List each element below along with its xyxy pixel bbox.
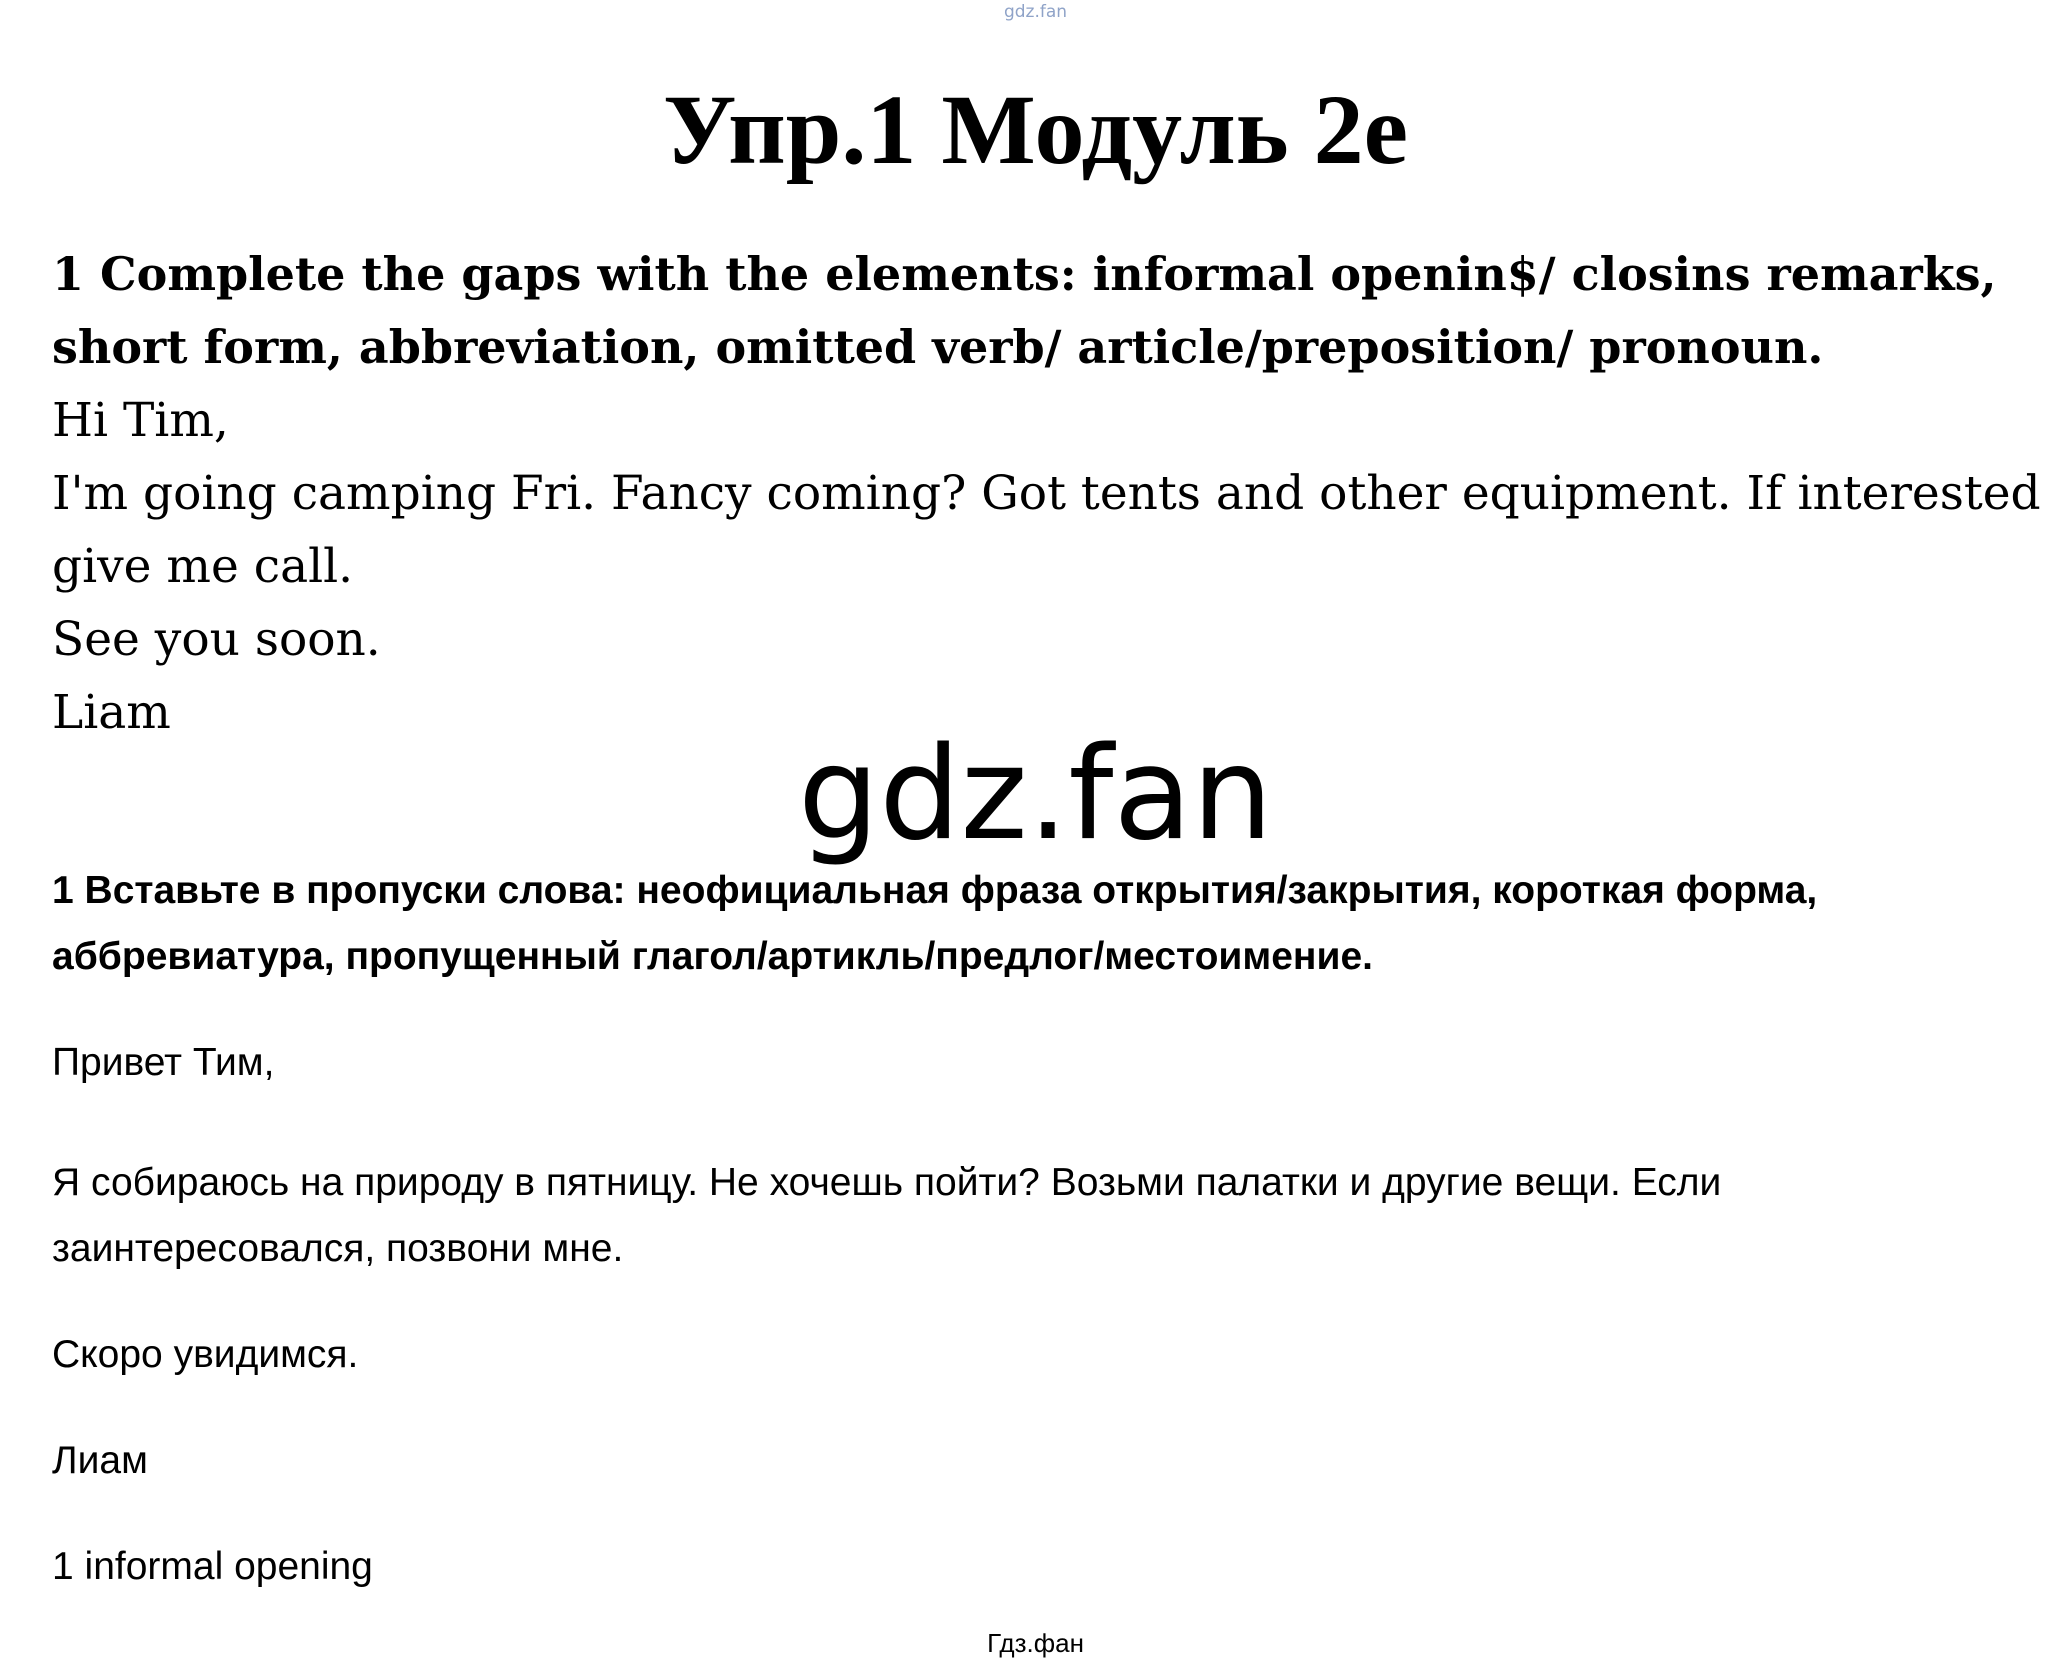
russian-task — [52, 858, 2032, 990]
russian-task-line-1: 1 Вставьте в пропуски слова: неофициальная фраза открытия/закрытия, короткая форма, — [52, 869, 1818, 912]
russian-task-line-2: аббревиатура, пропущенный глагол/артикль/предлог/местоимение. — [52, 935, 1373, 978]
russian-body — [52, 1150, 2032, 1282]
footer-watermark: Гдз.фан — [987, 1628, 1084, 1658]
page-title: Упр.1 Модуль 2e — [662, 74, 1409, 185]
letter-signature: Liam — [52, 685, 171, 740]
russian-greeting: Привет Тим, — [52, 1041, 275, 1084]
letter-body-line-2: give me call. — [52, 539, 354, 594]
letter-greeting: Hi Tim, — [52, 393, 229, 448]
letter-closing: See you soon. — [52, 612, 381, 667]
site-watermark-top: gdz.fan — [1003, 2, 1068, 22]
answer-line: 1 informal opening — [52, 1545, 373, 1588]
english-task-line-2: short form, abbreviation, omitted verb/ article/preposition/ pronoun. — [52, 320, 1824, 374]
russian-body-line-1: Я собираюсь на природу в пятницу. Не хочешь пойти? Возьми палатки и другие вещи. Если — [52, 1161, 1722, 1204]
russian-section — [52, 858, 2032, 1600]
russian-signature: Лиам — [52, 1439, 148, 1482]
russian-body-line-2: заинтересовался, позвони мне. — [52, 1227, 624, 1270]
english-section — [52, 238, 2041, 749]
letter-body-line-1: I'm going camping Fri. Fancy coming? Got tents and other equipment. If interested — [52, 466, 2041, 521]
english-task-line-1: 1 Complete the gaps with the elements: informal openin$/ closins remarks, — [52, 247, 1997, 301]
russian-closing: Скоро увидимся. — [52, 1333, 359, 1376]
center-watermark: gdz.fan — [798, 720, 1273, 869]
